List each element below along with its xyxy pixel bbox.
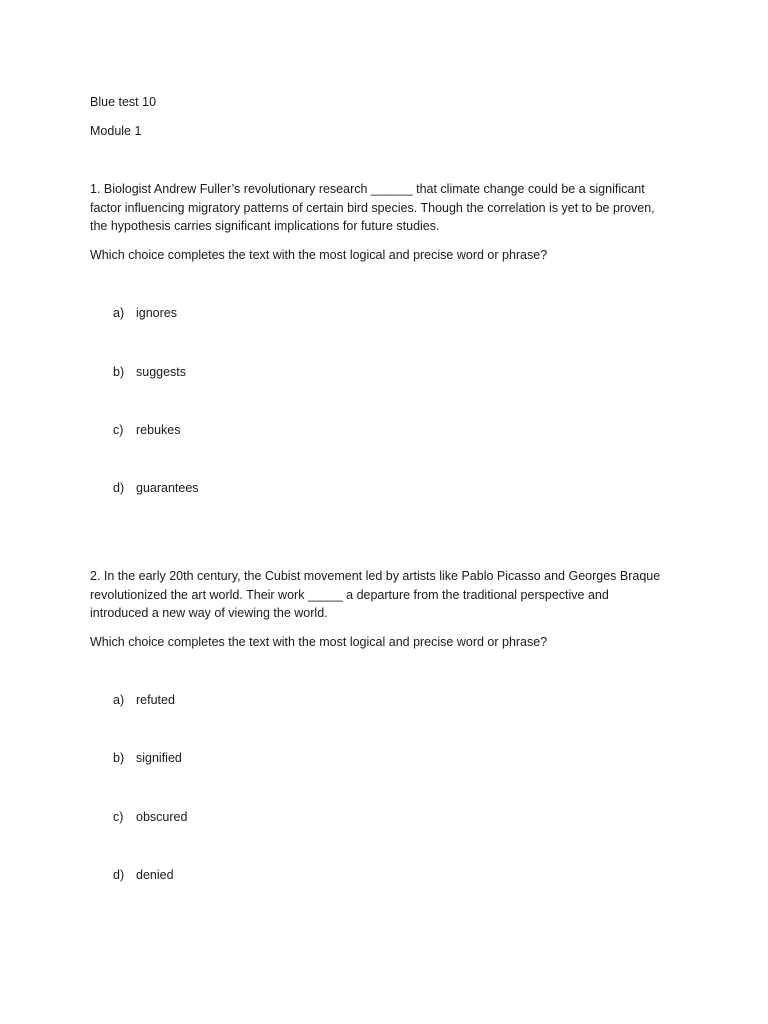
option-text: denied — [136, 868, 174, 882]
question-1-prompt: Which choice completes the text with the most logical and precise word or phrase? — [90, 248, 548, 262]
question-line: introduced a new way of viewing the world. — [90, 606, 328, 620]
option-text: suggests — [136, 365, 187, 379]
option-letter: d) — [113, 868, 125, 882]
question-line: 2. In the early 20th century, the Cubist movement led by artists like Pablo Picasso and Georges Braque — [90, 569, 661, 583]
module-heading: Module 1 — [90, 124, 142, 138]
question-2-option-d — [113, 866, 413, 885]
question-line: the hypothesis carries significant implications for future studies. — [90, 219, 440, 233]
question-1-option-b — [113, 363, 413, 382]
question-1-option-d — [113, 479, 413, 498]
option-text: rebukes — [136, 423, 181, 437]
question-2-option-b — [113, 749, 413, 768]
question-2-option-a — [113, 691, 413, 710]
question-line: factor influencing migratory patterns of certain bird species. Though the correlation is yet to be proven, — [90, 200, 655, 215]
option-text: ignores — [136, 306, 177, 320]
question-line: revolutionized the art world. Their work _____ a departure from the traditional perspective and — [90, 587, 609, 602]
option-text: signified — [136, 751, 182, 765]
question-line: 1. Biologist Andrew Fuller’s revolutionary research ______ that climate change could be a significant — [90, 182, 645, 196]
question-2-text — [90, 567, 680, 623]
question-2-prompt: Which choice completes the text with the most logical and precise word or phrase? — [90, 635, 548, 649]
question-1-option-c — [113, 421, 413, 440]
document-title: Blue test 10 — [90, 95, 157, 109]
option-text: obscured — [136, 810, 188, 824]
option-letter: d) — [113, 481, 125, 495]
option-letter: a) — [113, 306, 125, 320]
option-letter: b) — [113, 365, 125, 379]
option-text: refuted — [136, 693, 175, 707]
option-letter: c) — [113, 423, 124, 437]
option-text: guarantees — [136, 481, 199, 495]
question-1-option-a — [113, 304, 413, 323]
question-2-option-c — [113, 808, 413, 827]
option-letter: c) — [113, 810, 124, 824]
option-letter: b) — [113, 751, 125, 765]
question-1-text — [90, 180, 680, 236]
option-letter: a) — [113, 693, 125, 707]
